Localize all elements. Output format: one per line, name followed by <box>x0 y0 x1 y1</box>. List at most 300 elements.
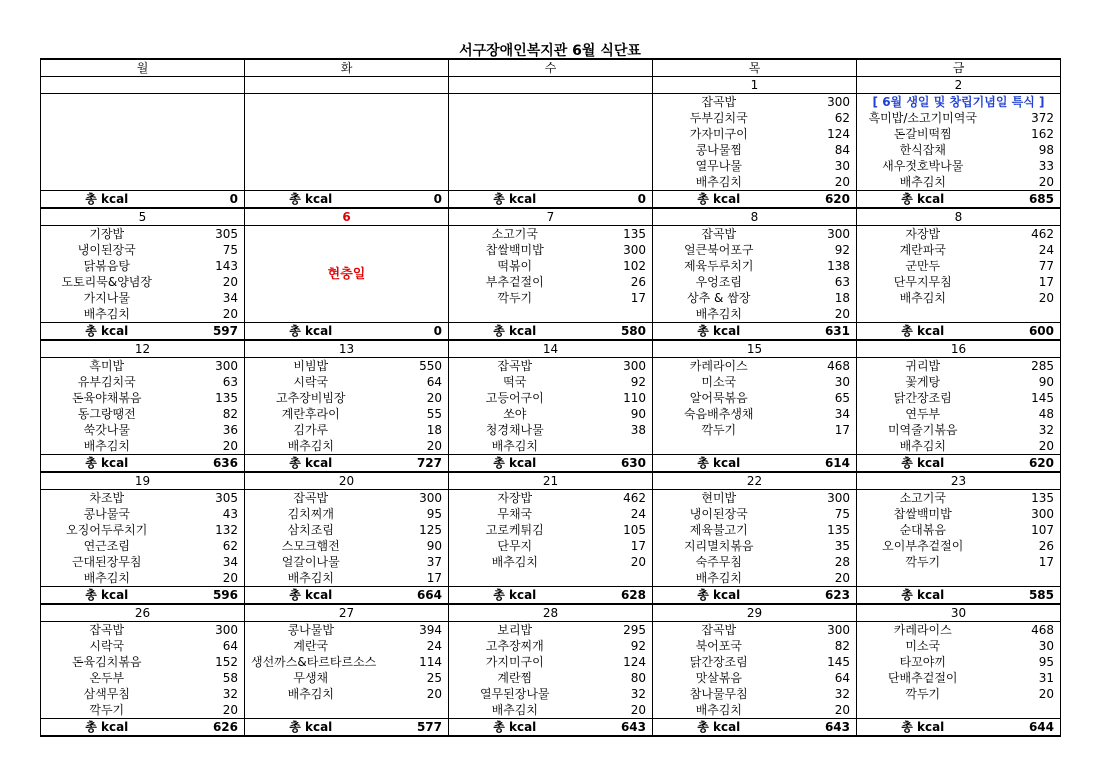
dish-kcal: 135 <box>581 226 653 243</box>
dish-name: 지리멸치볶음 <box>653 538 785 554</box>
menu-row <box>41 390 1061 406</box>
dish-kcal: 135 <box>173 390 245 406</box>
dish-kcal: 30 <box>785 374 857 390</box>
dish-kcal: 34 <box>173 554 245 570</box>
dish-name <box>449 94 581 111</box>
dish-name <box>857 306 989 323</box>
total-label: 총 kcal <box>857 191 989 209</box>
total-kcal: 626 <box>173 719 245 737</box>
date-cell: 26 <box>41 604 245 622</box>
dish-name: 비빔밥 <box>245 358 377 375</box>
dish-name <box>245 702 377 719</box>
dish-kcal: 132 <box>173 522 245 538</box>
menu-row <box>41 142 1061 158</box>
dish-kcal <box>173 174 245 191</box>
dish-kcal: 33 <box>989 158 1061 174</box>
dish-name: 계란후라이 <box>245 406 377 422</box>
dish-name: 배추김치 <box>653 702 785 719</box>
dish-name: 소고기국 <box>449 226 581 243</box>
dish-name: 꽃게탕 <box>857 374 989 390</box>
dish-name: 맛살볶음 <box>653 670 785 686</box>
dish-name: 삼치조림 <box>245 522 377 538</box>
dish-name: 계란파국 <box>857 242 989 258</box>
total-label: 총 kcal <box>41 191 173 209</box>
dish-name: 찹쌀백미밥 <box>857 506 989 522</box>
total-label: 총 kcal <box>41 323 173 341</box>
dish-name <box>449 158 581 174</box>
dish-name <box>449 174 581 191</box>
dish-name: 유부김치국 <box>41 374 173 390</box>
dish-name <box>449 126 581 142</box>
dish-kcal: 300 <box>581 242 653 258</box>
total-kcal: 596 <box>173 587 245 605</box>
dish-kcal <box>173 126 245 142</box>
dish-name: 시락국 <box>245 374 377 390</box>
dish-name: 동그랑땡전 <box>41 406 173 422</box>
dish-kcal: 24 <box>989 242 1061 258</box>
dish-name: 가자미구이 <box>653 126 785 142</box>
dish-name <box>245 158 377 174</box>
total-label: 총 kcal <box>245 191 377 209</box>
dish-kcal: 18 <box>377 422 449 438</box>
dish-kcal: 32 <box>173 686 245 702</box>
menu-row <box>41 158 1061 174</box>
menu-row <box>41 242 1061 258</box>
dish-kcal: 24 <box>581 506 653 522</box>
total-label: 총 kcal <box>449 719 581 737</box>
total-row <box>41 719 1061 737</box>
dish-name: 미역줄기볶음 <box>857 422 989 438</box>
dish-kcal: 17 <box>377 570 449 587</box>
dish-kcal: 114 <box>377 654 449 670</box>
dish-name: 차조밥 <box>41 490 173 507</box>
total-kcal: 685 <box>989 191 1061 209</box>
total-label: 총 kcal <box>857 455 989 473</box>
date-cell: 5 <box>41 208 245 226</box>
dish-name: 오징어두루치기 <box>41 522 173 538</box>
dish-name: 카레라이스 <box>653 358 785 375</box>
total-kcal: 577 <box>377 719 449 737</box>
dish-kcal: 64 <box>173 638 245 654</box>
date-cell: 2 <box>857 77 1061 94</box>
date-cell: 7 <box>449 208 653 226</box>
dish-name: 가지미구이 <box>449 654 581 670</box>
dish-kcal: 372 <box>989 110 1061 126</box>
dish-name: 잡곡밥 <box>449 358 581 375</box>
total-kcal: 623 <box>785 587 857 605</box>
dish-name: 알어묵볶음 <box>653 390 785 406</box>
menu-row <box>41 554 1061 570</box>
dish-kcal: 462 <box>989 226 1061 243</box>
dish-kcal: 300 <box>173 622 245 639</box>
menu-row <box>41 274 1061 290</box>
holiday-label: 현충일 <box>245 226 449 323</box>
total-kcal: 643 <box>581 719 653 737</box>
dish-kcal: 20 <box>377 438 449 455</box>
total-kcal: 0 <box>377 191 449 209</box>
dish-kcal: 300 <box>989 506 1061 522</box>
dish-name: 잡곡밥 <box>653 226 785 243</box>
dish-name: 무생채 <box>245 670 377 686</box>
dish-name: 열무나물 <box>653 158 785 174</box>
dish-name: 고로케튀김 <box>449 522 581 538</box>
dish-kcal: 102 <box>581 258 653 274</box>
dish-kcal: 20 <box>377 390 449 406</box>
dish-kcal: 34 <box>173 290 245 306</box>
weekday-header: 목 <box>653 59 857 77</box>
dish-kcal: 20 <box>989 290 1061 306</box>
menu-row <box>41 358 1061 375</box>
dish-name: 북어포국 <box>653 638 785 654</box>
date-cell: 8 <box>857 208 1061 226</box>
dish-kcal: 62 <box>785 110 857 126</box>
total-row <box>41 587 1061 605</box>
dish-name: 배추김치 <box>245 570 377 587</box>
dish-name: 제육불고기 <box>653 522 785 538</box>
dish-name: 고추장비빔장 <box>245 390 377 406</box>
dish-kcal: 20 <box>785 306 857 323</box>
date-cell: 28 <box>449 604 653 622</box>
dish-name: 깍두기 <box>857 686 989 702</box>
dish-kcal: 20 <box>173 306 245 323</box>
dish-name <box>449 110 581 126</box>
total-label: 총 kcal <box>857 587 989 605</box>
dish-name: 단무지 <box>449 538 581 554</box>
weekday-header: 월 <box>41 59 245 77</box>
dish-name: 돈육야채볶음 <box>41 390 173 406</box>
weekday-header: 수 <box>449 59 653 77</box>
date-row <box>41 208 1061 226</box>
dish-kcal: 162 <box>989 126 1061 142</box>
dish-name: 배추김치 <box>41 570 173 587</box>
date-cell: 19 <box>41 472 245 490</box>
total-label: 총 kcal <box>449 587 581 605</box>
dish-name: 미소국 <box>653 374 785 390</box>
dish-name: 상추 & 쌈장 <box>653 290 785 306</box>
total-kcal: 631 <box>785 323 857 341</box>
date-cell: 21 <box>449 472 653 490</box>
total-label: 총 kcal <box>41 587 173 605</box>
dish-name: 떡볶이 <box>449 258 581 274</box>
menu-row <box>41 654 1061 670</box>
dish-kcal <box>173 94 245 111</box>
dish-kcal <box>377 126 449 142</box>
total-kcal: 630 <box>581 455 653 473</box>
dish-name: 얼큰북어포구 <box>653 242 785 258</box>
menu-row <box>41 570 1061 587</box>
dish-name: 열무된장나물 <box>449 686 581 702</box>
menu-row <box>41 622 1061 639</box>
dish-name: 타꼬야끼 <box>857 654 989 670</box>
dish-kcal <box>377 110 449 126</box>
date-cell <box>41 77 245 94</box>
dish-kcal <box>173 142 245 158</box>
date-row <box>41 77 1061 94</box>
dish-kcal <box>989 702 1061 719</box>
dish-name: 근대된장무침 <box>41 554 173 570</box>
dish-kcal <box>377 158 449 174</box>
dish-kcal: 36 <box>173 422 245 438</box>
dish-name: 배추김치 <box>449 702 581 719</box>
dish-kcal: 80 <box>581 670 653 686</box>
date-cell: 22 <box>653 472 857 490</box>
total-kcal: 643 <box>785 719 857 737</box>
dish-name: 깍두기 <box>653 422 785 438</box>
dish-name: 생선까스&타르타르소스 <box>245 654 377 670</box>
dish-kcal: 17 <box>581 538 653 554</box>
dish-name <box>653 438 785 455</box>
total-label: 총 kcal <box>449 455 581 473</box>
dish-kcal: 468 <box>785 358 857 375</box>
total-kcal: 644 <box>989 719 1061 737</box>
menu-row <box>41 226 1061 243</box>
total-label: 총 kcal <box>449 191 581 209</box>
dish-kcal <box>581 94 653 111</box>
dish-kcal: 92 <box>785 242 857 258</box>
dish-kcal <box>581 126 653 142</box>
total-kcal: 600 <box>989 323 1061 341</box>
date-cell: 12 <box>41 340 245 358</box>
dish-name: 콩나물밥 <box>245 622 377 639</box>
dish-name: 기장밥 <box>41 226 173 243</box>
dish-name: 배추김치 <box>857 438 989 455</box>
date-cell: 1 <box>653 77 857 94</box>
dish-kcal: 98 <box>989 142 1061 158</box>
dish-kcal: 305 <box>173 490 245 507</box>
dish-kcal <box>989 570 1061 587</box>
total-label: 총 kcal <box>245 455 377 473</box>
date-cell: 15 <box>653 340 857 358</box>
menu-row <box>41 638 1061 654</box>
menu-table <box>40 58 1061 737</box>
menu-row <box>41 522 1061 538</box>
dish-kcal: 95 <box>377 506 449 522</box>
weekday-header: 금 <box>857 59 1061 77</box>
total-label: 총 kcal <box>653 587 785 605</box>
dish-kcal: 143 <box>173 258 245 274</box>
dish-name <box>245 174 377 191</box>
dish-kcal: 75 <box>173 242 245 258</box>
total-kcal: 0 <box>581 191 653 209</box>
dish-name: 배추김치 <box>653 306 785 323</box>
dish-kcal: 20 <box>785 174 857 191</box>
total-kcal: 620 <box>989 455 1061 473</box>
dish-kcal: 124 <box>785 126 857 142</box>
date-cell: 23 <box>857 472 1061 490</box>
dish-name: 돈갈비떡찜 <box>857 126 989 142</box>
total-row <box>41 455 1061 473</box>
dish-kcal: 20 <box>785 702 857 719</box>
total-kcal: 580 <box>581 323 653 341</box>
dish-kcal: 295 <box>581 622 653 639</box>
total-label: 총 kcal <box>41 719 173 737</box>
dish-kcal <box>377 142 449 158</box>
total-kcal: 727 <box>377 455 449 473</box>
dish-kcal <box>989 306 1061 323</box>
dish-name: 고추장찌개 <box>449 638 581 654</box>
dish-name: 자장밥 <box>449 490 581 507</box>
dish-kcal: 145 <box>785 654 857 670</box>
dish-name: 두부김치국 <box>653 110 785 126</box>
total-kcal: 597 <box>173 323 245 341</box>
dish-kcal: 138 <box>785 258 857 274</box>
dish-name: 카레라이스 <box>857 622 989 639</box>
dish-kcal: 82 <box>173 406 245 422</box>
dish-kcal: 17 <box>785 422 857 438</box>
dish-kcal: 285 <box>989 358 1061 375</box>
dish-kcal: 32 <box>989 422 1061 438</box>
dish-name: 배추김치 <box>41 438 173 455</box>
total-kcal: 614 <box>785 455 857 473</box>
dish-kcal: 17 <box>989 274 1061 290</box>
total-label: 총 kcal <box>653 191 785 209</box>
dish-kcal: 64 <box>785 670 857 686</box>
total-row <box>41 191 1061 209</box>
dish-kcal: 20 <box>989 686 1061 702</box>
dish-kcal: 90 <box>989 374 1061 390</box>
dish-name: 단배추겉절이 <box>857 670 989 686</box>
dish-kcal: 300 <box>173 358 245 375</box>
dish-kcal: 20 <box>173 274 245 290</box>
date-cell: 30 <box>857 604 1061 622</box>
dish-kcal: 20 <box>173 702 245 719</box>
dish-name: 얼갈이나물 <box>245 554 377 570</box>
dish-kcal: 18 <box>785 290 857 306</box>
dish-kcal <box>173 110 245 126</box>
dish-name <box>857 570 989 587</box>
dish-name: 귀리밥 <box>857 358 989 375</box>
dish-kcal: 26 <box>989 538 1061 554</box>
dish-name: 참나물무침 <box>653 686 785 702</box>
dish-name: 닭간장조림 <box>857 390 989 406</box>
total-label: 총 kcal <box>857 323 989 341</box>
page-title: 서구장애인복지관 6월 식단표 <box>459 43 641 59</box>
dish-name: 냉이된장국 <box>41 242 173 258</box>
dish-name: 새우젓호박나물 <box>857 158 989 174</box>
dish-kcal: 65 <box>785 390 857 406</box>
dish-kcal <box>581 174 653 191</box>
dish-name: 콩나물찜 <box>653 142 785 158</box>
dish-kcal: 468 <box>989 622 1061 639</box>
dish-kcal: 124 <box>581 654 653 670</box>
dish-kcal: 24 <box>377 638 449 654</box>
menu-row <box>41 406 1061 422</box>
total-row <box>41 323 1061 341</box>
total-kcal: 0 <box>377 323 449 341</box>
date-row <box>41 340 1061 358</box>
dish-kcal: 300 <box>785 226 857 243</box>
dish-name: 배추김치 <box>857 174 989 191</box>
total-kcal: 620 <box>785 191 857 209</box>
dish-kcal: 17 <box>989 554 1061 570</box>
dish-kcal: 135 <box>989 490 1061 507</box>
weekday-header-row <box>41 59 1061 77</box>
dish-kcal <box>581 110 653 126</box>
dish-name <box>41 142 173 158</box>
dish-kcal <box>173 158 245 174</box>
menu-row <box>41 94 1061 111</box>
menu-row <box>41 438 1061 455</box>
dish-name: 미소국 <box>857 638 989 654</box>
dish-kcal: 63 <box>785 274 857 290</box>
dish-kcal: 92 <box>581 638 653 654</box>
dish-kcal: 25 <box>377 670 449 686</box>
date-row <box>41 604 1061 622</box>
total-label: 총 kcal <box>245 719 377 737</box>
dish-kcal: 90 <box>377 538 449 554</box>
dish-name: 오이부추겉절이 <box>857 538 989 554</box>
dish-name <box>449 142 581 158</box>
dish-kcal <box>581 158 653 174</box>
dish-name <box>41 110 173 126</box>
dish-kcal: 125 <box>377 522 449 538</box>
dish-name: 배추김치 <box>245 438 377 455</box>
dish-kcal: 300 <box>785 490 857 507</box>
dish-name: 김가루 <box>245 422 377 438</box>
dish-name: 쑥갓나물 <box>41 422 173 438</box>
dish-kcal: 300 <box>581 358 653 375</box>
total-label: 총 kcal <box>857 719 989 737</box>
dish-kcal: 300 <box>785 622 857 639</box>
dish-kcal: 32 <box>785 686 857 702</box>
date-cell: 6 <box>245 208 449 226</box>
dish-kcal: 58 <box>173 670 245 686</box>
total-label: 총 kcal <box>449 323 581 341</box>
dish-kcal <box>581 142 653 158</box>
dish-kcal <box>377 94 449 111</box>
dish-name: 순대볶음 <box>857 522 989 538</box>
date-cell: 27 <box>245 604 449 622</box>
dish-name: 숙음배추생채 <box>653 406 785 422</box>
dish-name: 고등어구이 <box>449 390 581 406</box>
dish-name <box>41 158 173 174</box>
dish-name: 배추김치 <box>857 290 989 306</box>
dish-kcal: 20 <box>989 174 1061 191</box>
dish-name <box>449 570 581 587</box>
dish-name: 배추김치 <box>653 174 785 191</box>
date-cell: 16 <box>857 340 1061 358</box>
date-cell: 20 <box>245 472 449 490</box>
total-label: 총 kcal <box>41 455 173 473</box>
dish-name: 삼색무침 <box>41 686 173 702</box>
weekday-header: 화 <box>245 59 449 77</box>
dish-kcal: 20 <box>581 702 653 719</box>
dish-kcal: 20 <box>989 438 1061 455</box>
dish-kcal: 462 <box>581 490 653 507</box>
total-kcal: 664 <box>377 587 449 605</box>
dish-kcal: 20 <box>785 570 857 587</box>
dish-kcal: 300 <box>785 94 857 111</box>
dish-name: 배추김치 <box>41 306 173 323</box>
dish-kcal: 31 <box>989 670 1061 686</box>
dish-name: 가지나물 <box>41 290 173 306</box>
dish-kcal: 145 <box>989 390 1061 406</box>
dish-name <box>245 142 377 158</box>
dish-kcal: 300 <box>377 490 449 507</box>
dish-name: 한식잡채 <box>857 142 989 158</box>
menu-row <box>41 686 1061 702</box>
dish-name: 찹쌀백미밥 <box>449 242 581 258</box>
dish-kcal: 75 <box>785 506 857 522</box>
dish-name: 깍두기 <box>857 554 989 570</box>
dish-kcal: 77 <box>989 258 1061 274</box>
menu-row <box>41 490 1061 507</box>
dish-name: 제육두루치기 <box>653 258 785 274</box>
dish-name: 잡곡밥 <box>41 622 173 639</box>
dish-name <box>41 94 173 111</box>
dish-kcal: 20 <box>173 570 245 587</box>
dish-name <box>41 174 173 191</box>
